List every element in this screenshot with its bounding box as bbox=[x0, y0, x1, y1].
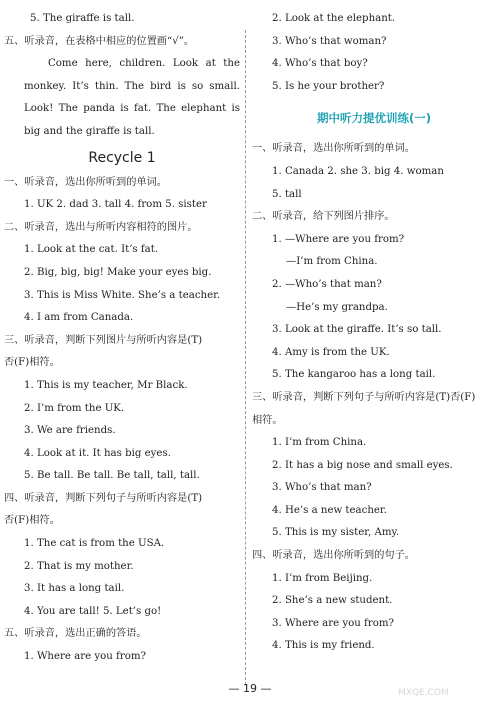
list-item: 2. Big, big, big! Make your eyes big. bbox=[24, 266, 212, 278]
list-item: 4. This is my friend. bbox=[272, 640, 375, 652]
page-number: — 19 — bbox=[228, 682, 272, 695]
list-item: 5. tall bbox=[272, 188, 302, 200]
list-item: 1. I’m from China. bbox=[272, 437, 367, 449]
list-item: 2. I’m from the UK. bbox=[24, 402, 125, 414]
listening-paragraph: Come here, children. Look at the monkey. It’s thin. The bird is so small. Look! The panda is fat. The elephant is big and the giraffe is tall. bbox=[24, 58, 240, 137]
right-lines-top bbox=[252, 8, 496, 98]
list-item: 3. Look at the giraffe. It’s so tall. bbox=[272, 324, 442, 336]
list-item: 4. You are tall! 5. Let’s go! bbox=[24, 605, 162, 617]
list-item: 1. UK 2. dad 3. tall 4. from 5. sister bbox=[24, 199, 207, 211]
list-item: 4. Who’s that boy? bbox=[272, 58, 368, 70]
section-heading: 四、听录音，选出你所听到的句子。 bbox=[252, 550, 415, 562]
section-heading: 二、听录音，给下列图片排序。 bbox=[252, 211, 395, 223]
list-item: 1. Canada 2. she 3. big 4. woman bbox=[272, 165, 444, 177]
list-item: 4. Look at it. It has big eyes. bbox=[24, 447, 171, 459]
list-item: 3. We are friends. bbox=[24, 425, 116, 437]
left-column bbox=[4, 8, 240, 669]
list-item: 2. It has a big nose and small eyes. bbox=[272, 459, 453, 471]
list-item: 2. Look at the elephant. bbox=[272, 13, 396, 24]
left-lines-top bbox=[4, 8, 240, 53]
section-heading: 四、听录音，判断下列句子与所听内容是(T) bbox=[4, 492, 203, 504]
right-column bbox=[252, 8, 496, 658]
list-item: 1. The cat is from the USA. bbox=[24, 538, 165, 550]
list-item: 1. Where are you from? bbox=[24, 651, 146, 663]
list-item: 2. —Who’s that man? bbox=[272, 278, 382, 290]
right-lines-bottom bbox=[252, 138, 496, 658]
list-item: 4. Amy is from the UK. bbox=[272, 346, 390, 358]
section-heading: 否(F)相符。 bbox=[4, 515, 60, 527]
list-item: 1. Look at the cat. It’s fat. bbox=[24, 244, 159, 256]
section-heading: 五、听录音，选出正确的答语。 bbox=[4, 628, 147, 640]
list-item: 2. She’s a new student. bbox=[272, 595, 393, 607]
section-heading: 相符。 bbox=[252, 414, 283, 426]
section-heading: 否(F)相符。 bbox=[4, 357, 60, 369]
list-item: 3. Who’s that man? bbox=[272, 482, 372, 494]
list-item: 1. —Where are you from? bbox=[272, 233, 405, 245]
list-item: 4. I am from Canada. bbox=[24, 312, 134, 324]
recycle-title: Recycle 1 bbox=[88, 149, 156, 166]
section-title: 期中听力提优训练(一) bbox=[316, 111, 431, 126]
list-item: —He’s my grandpa. bbox=[286, 301, 388, 313]
list-item: 3. This is Miss White. She’s a teacher. bbox=[24, 289, 221, 301]
column-divider bbox=[245, 30, 246, 685]
list-item: 5. Be tall. Be tall. Be tall, tall, tall. bbox=[24, 470, 200, 482]
section-heading: 三、听录音，判断下列图片与所听内容是(T) bbox=[4, 334, 203, 346]
list-item: 3. It has a long tail. bbox=[24, 583, 125, 595]
left-lines-bottom bbox=[4, 172, 240, 669]
section-heading: 一、听录音，选出你所听到的单词。 bbox=[252, 143, 415, 155]
list-item: 3. Where are you from? bbox=[272, 617, 394, 629]
watermark-logo: MXQE.COM bbox=[398, 688, 449, 698]
list-item: 5. This is my sister, Amy. bbox=[272, 527, 400, 539]
list-item: 5. Is he your brother? bbox=[272, 80, 385, 92]
list-item: —I’m from China. bbox=[286, 256, 378, 268]
section-heading: 二、听录音，选出与所听内容相符的图片。 bbox=[4, 221, 198, 233]
section-heading: 五、听录音，在表格中相应的位置画“√”。 bbox=[4, 35, 195, 47]
list-item: 2. That is my mother. bbox=[24, 560, 134, 572]
section-heading: 三、听录音，判断下列句子与所听内容是(T)否(F) bbox=[252, 391, 476, 403]
list-item: 5. The giraffe is tall. bbox=[30, 13, 135, 24]
list-item: 5. The kangaroo has a long tail. bbox=[272, 369, 436, 381]
list-item: 1. This is my teacher, Mr Black. bbox=[24, 379, 188, 391]
list-item: 1. I’m from Beijing. bbox=[272, 572, 373, 584]
section-heading: 一、听录音，选出你所听到的单词。 bbox=[4, 176, 167, 188]
list-item: 3. Who’s that woman? bbox=[272, 35, 387, 47]
list-item: 4. He’s a new teacher. bbox=[272, 504, 387, 516]
